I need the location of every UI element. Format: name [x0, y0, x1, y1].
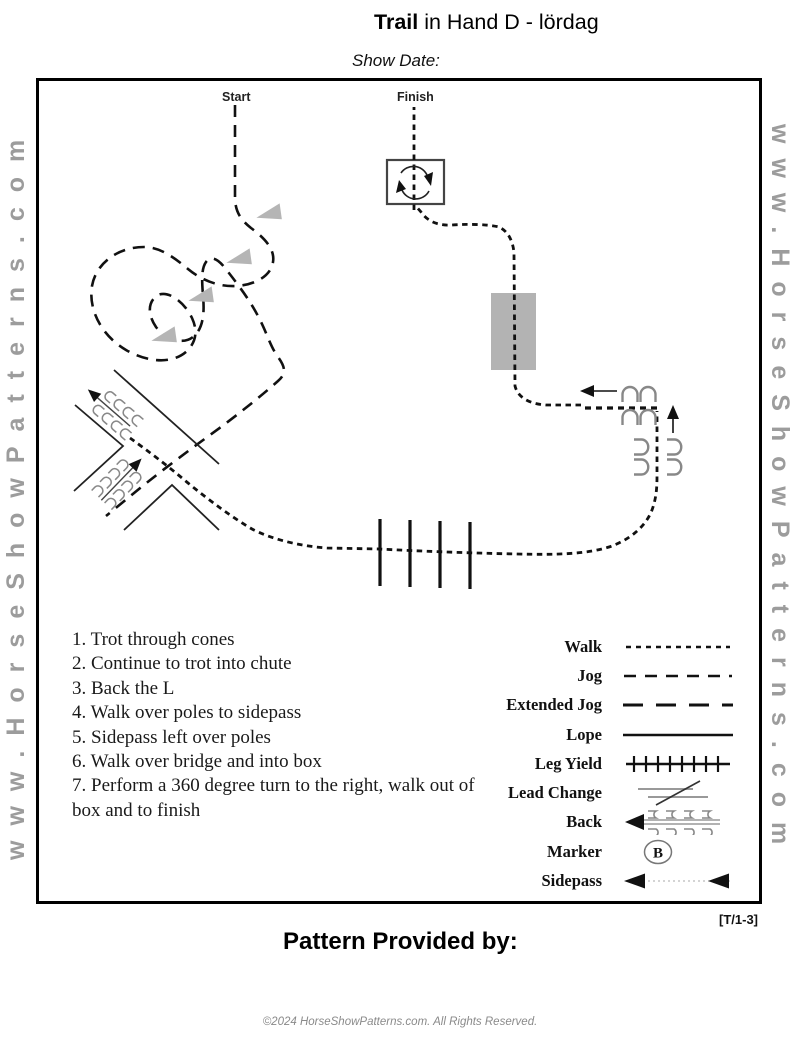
walk-over-poles	[380, 519, 470, 589]
instruction-item: 7. Perform a 360 degree turn to the right, walk out of box and to finish	[72, 775, 475, 821]
legend-row-walk	[420, 632, 738, 661]
legend-label: Extended Jog	[506, 695, 602, 715]
extended-jog-line-symbol	[618, 692, 738, 718]
provided-by-label: Pattern Provided by:	[283, 928, 518, 955]
legend-row-marker	[420, 837, 738, 866]
leg-yield-symbol	[618, 751, 738, 777]
legend-row-back	[420, 808, 738, 837]
cone-icon	[150, 326, 177, 345]
instruction-item: 6. Walk over bridge and into box	[72, 751, 322, 773]
instruction-item: 5. Sidepass left over poles	[72, 726, 271, 748]
watermark-right: www.HorseShowPatterns.com	[766, 124, 794, 860]
copyright-text: ©2024 HorseShowPatterns.com. All Rights Reserved.	[262, 1016, 538, 1028]
jog-line-symbol	[618, 663, 738, 689]
legend-label: Back	[566, 812, 602, 832]
legend-row-lead-change	[420, 778, 738, 807]
walk-up-arrow	[667, 405, 679, 433]
page-title-bold: Trail	[374, 10, 419, 34]
start-label: Start	[222, 90, 251, 104]
marker-letter: B	[652, 845, 664, 862]
legend-label: Lead Change	[508, 783, 602, 803]
pattern-code: [T/1-3]	[719, 912, 758, 927]
page-title	[374, 10, 599, 35]
jog-path	[91, 105, 284, 516]
page-title-rest: in Hand D - lördag	[418, 10, 599, 34]
walk-path-poles	[130, 411, 657, 554]
sidepass-symbol	[618, 868, 738, 894]
instruction-item: 4. Walk over poles to sidepass	[72, 702, 302, 724]
legend-label: Walk	[564, 636, 602, 656]
walk-line-symbol	[618, 634, 738, 660]
back-symbol	[618, 809, 738, 835]
back-arrow-lower	[91, 449, 151, 510]
legend-row-extended-jog	[420, 691, 738, 720]
marker-symbol	[618, 839, 738, 865]
lope-line-symbol	[618, 722, 738, 748]
legend-row-jog	[420, 661, 738, 690]
legend-label: Leg Yield	[534, 753, 602, 773]
instruction-item: 2. Continue to trot into chute	[72, 653, 292, 675]
instruction-item: 3. Back the L	[72, 677, 175, 699]
watermark-left: www.HorseShowPatterns.com	[2, 124, 30, 860]
legend-label: Lope	[566, 724, 602, 744]
legend-row-leg-yield	[420, 749, 738, 778]
instruction-item: 1. Trot through cones	[72, 629, 235, 650]
up-arrowhead-icon	[667, 405, 679, 419]
sidepass-left-arrow	[580, 385, 617, 397]
show-date-label: Show Date:	[352, 51, 440, 70]
legend-label: Jog	[577, 665, 602, 685]
cone-icon	[225, 248, 252, 267]
legend-row-lope	[420, 720, 738, 749]
cone-icon	[187, 286, 214, 305]
cone-icon	[255, 203, 282, 222]
legend-label: Marker	[547, 841, 602, 861]
left-arrowhead-icon	[580, 385, 594, 397]
lead-change-symbol	[618, 780, 738, 806]
legend-label: Sidepass	[541, 871, 602, 891]
legend-row-sidepass	[420, 866, 738, 895]
legend	[420, 632, 738, 896]
finish-label: Finish	[397, 90, 434, 104]
